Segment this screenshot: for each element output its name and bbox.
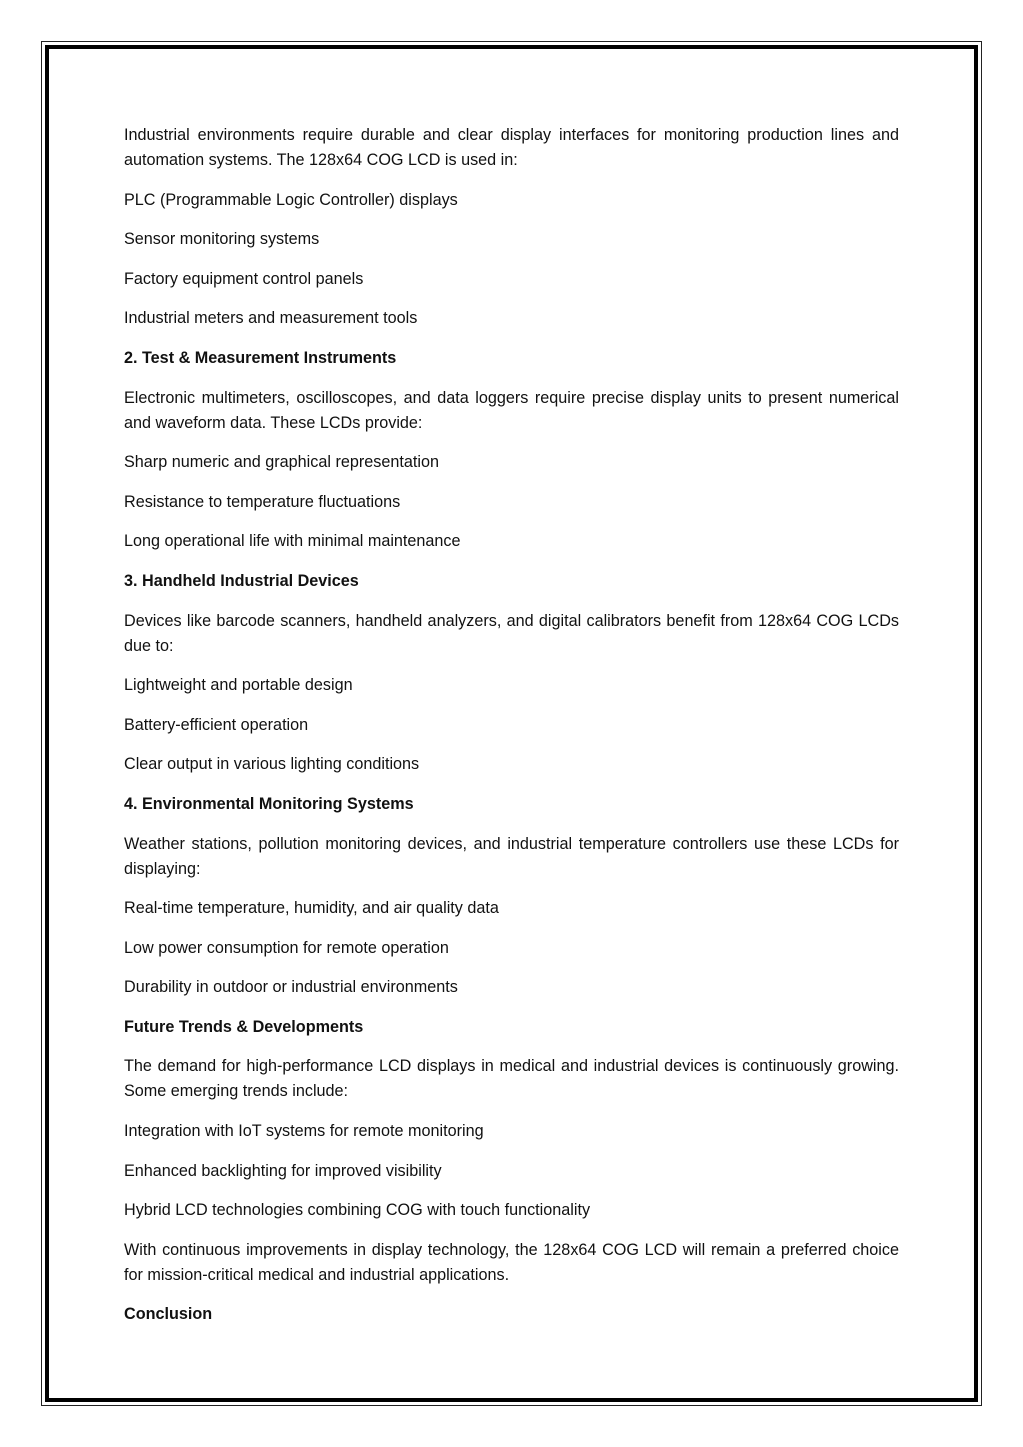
document-body xyxy=(124,122,899,1327)
section-heading-conclusion: Conclusion xyxy=(124,1305,213,1324)
section-heading: 2. Test & Measurement Instruments xyxy=(124,348,397,367)
paragraph-handheld: Devices like barcode scanners, handheld analyzers, and digital calibrators benefit from 128x64 COG LCDs due to: xyxy=(124,611,899,655)
list-item: Sensor monitoring systems xyxy=(124,230,320,249)
paragraph-industrial-intro: Industrial environments require durable and clear display interfaces for monitoring production lines and automation systems. The 128x64 COG LCD is used in: xyxy=(124,126,899,169)
list-item: Resistance to temperature fluctuations xyxy=(124,492,401,511)
list-item: Enhanced backlighting for improved visibility xyxy=(124,1161,442,1180)
list-item: Durability in outdoor or industrial environments xyxy=(124,978,458,997)
list-item: Clear output in various lighting conditions xyxy=(124,755,420,774)
paragraph-future-trends: The demand for high-performance LCD displays in medical and industrial devices is continuously growing. Some emerging trends include: xyxy=(124,1057,899,1101)
list-item: Factory equipment control panels xyxy=(124,269,364,288)
list-item: Battery-efficient operation xyxy=(124,715,309,734)
list-item: Real-time temperature, humidity, and air quality data xyxy=(124,899,499,918)
list-item: Industrial meters and measurement tools xyxy=(124,309,418,328)
list-item: Integration with IoT systems for remote monitoring xyxy=(124,1122,484,1141)
list-item: PLC (Programmable Logic Controller) displays xyxy=(124,190,458,209)
paragraph-test-measurement: Electronic multimeters, oscilloscopes, and data loggers require precise display units to present numerical and waveform data. These LCDs provide: xyxy=(124,388,899,432)
section-heading: 3. Handheld Industrial Devices xyxy=(124,571,359,590)
paragraph-continuous-improvements: With continuous improvements in display technology, the 128x64 COG LCD will remain a preferred choice for mission-critical medical and industrial applications. xyxy=(124,1240,899,1284)
paragraph-environmental: Weather stations, pollution monitoring devices, and industrial temperature controllers use these LCDs for displaying: xyxy=(124,834,899,878)
list-item: Hybrid LCD technologies combining COG with touch functionality xyxy=(124,1201,591,1220)
section-heading: Future Trends & Developments xyxy=(124,1017,364,1036)
list-item: Sharp numeric and graphical representation xyxy=(124,453,439,472)
list-item: Low power consumption for remote operation xyxy=(124,938,449,957)
section-heading: 4. Environmental Monitoring Systems xyxy=(124,794,414,813)
list-item: Lightweight and portable design xyxy=(124,676,353,695)
list-item: Long operational life with minimal maintenance xyxy=(124,532,461,551)
